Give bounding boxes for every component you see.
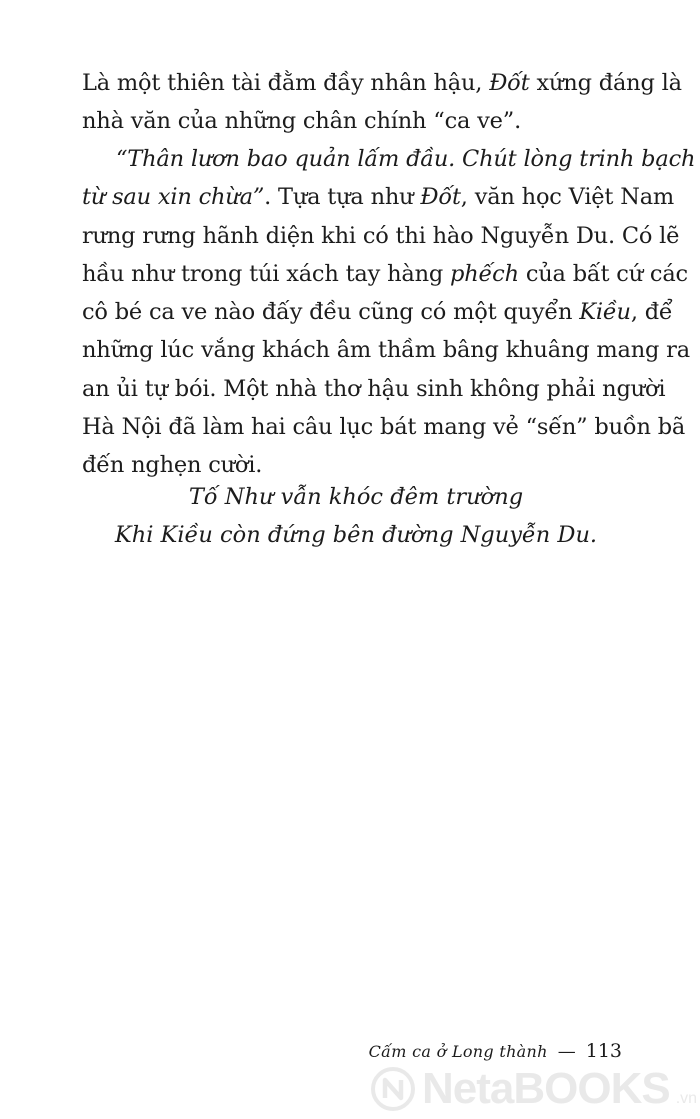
text-run: an ủi tự bói. Một nhà thơ hậu sinh không phải người: [82, 375, 666, 402]
italic-run: Đốt: [420, 184, 461, 211]
verse-line-1: Tố Như vẫn khóc đêm trường: [188, 484, 524, 510]
text-run: nhà văn của những chân chính “ca ve”.: [82, 108, 522, 135]
verse-block: [82, 478, 630, 555]
watermark-suffix: .vn: [675, 1090, 698, 1107]
italic-run: “Thân lươn bao quản lấm đầu. Chút lòng trinh bạch: [116, 146, 696, 172]
text-run: . Tựa tựa như: [264, 184, 421, 211]
text-run: những lúc vắng khách âm thầm bâng khuâng mang ra: [82, 337, 690, 364]
verse-line-2: Khi Kiều còn đứng bên đường Nguyễn Du.: [114, 522, 598, 549]
text-line: [82, 102, 630, 140]
text-line: [82, 140, 696, 178]
text-line: [82, 217, 680, 255]
text-run: Là một thiên tài đằm đầy nhân hậu,: [82, 70, 490, 96]
text-run: đến nghẹn cười.: [82, 452, 263, 479]
paragraph-1: [82, 64, 682, 141]
page-number: 113: [585, 1040, 622, 1062]
text-run: , để: [630, 299, 673, 326]
italic-run: Kiều: [579, 299, 631, 326]
text-line: [82, 293, 673, 331]
text-line: [82, 255, 688, 293]
italic-run: phếch: [450, 260, 519, 287]
text-run: của bất cứ các: [518, 260, 688, 287]
text-run: Hà Nội đã làm hai câu lục bát mang vẻ “sến” buồn bã: [82, 414, 686, 441]
paragraph-2: [82, 140, 696, 485]
footer-dash: —: [557, 1041, 576, 1062]
text-run: cô bé ca ve nào đấy đều cũng có một quyển: [82, 299, 580, 326]
text-run: hầu như trong túi xách tay hàng: [82, 260, 451, 287]
page-footer: [369, 1040, 622, 1062]
text-line: [82, 370, 666, 408]
text-line: [82, 408, 686, 446]
text-run: xứng đáng là: [529, 70, 682, 96]
text-run: rưng rưng hãnh diện khi có thi hào Nguyễn Du. Có lẽ: [82, 222, 680, 249]
text-line: [82, 64, 682, 102]
text-line: [82, 178, 675, 216]
running-title: Cấm ca ở Long thành: [368, 1042, 548, 1061]
italic-run: từ sau xin chừa”: [82, 184, 265, 211]
text-run: , văn học Việt Nam: [460, 184, 675, 211]
text-line: [82, 331, 690, 369]
italic-run: Đốt: [489, 70, 530, 96]
watermark-brand: NetaBOOKS: [422, 1064, 670, 1113]
watermark: [370, 1064, 697, 1114]
netabooks-logo-icon: [370, 1066, 416, 1112]
